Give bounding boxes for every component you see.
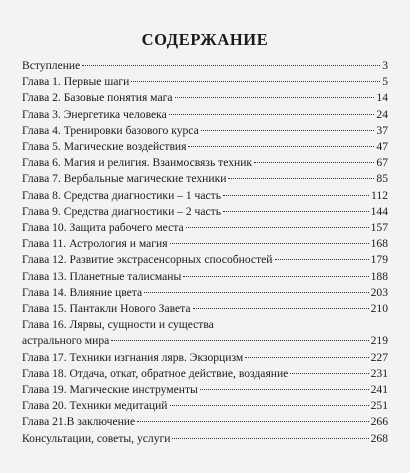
toc-entry — [22, 90, 388, 106]
toc-entry-label: Глава 17. Техники изгнания лярв. Экзорцизм — [22, 350, 244, 364]
dot-leader — [131, 81, 380, 82]
toc-entry-page: 157 — [370, 221, 388, 235]
dot-leader — [201, 130, 375, 131]
toc-entry-page: 5 — [382, 75, 388, 89]
toc-entry-page: 47 — [376, 140, 388, 154]
toc-entry-label: Консультации, советы, услуги — [22, 431, 171, 445]
toc-entry-label: Глава 3. Энергетика человека — [22, 107, 167, 121]
dot-leader — [183, 276, 368, 277]
toc-entry-label: Глава 19. Магические инструменты — [22, 383, 198, 397]
toc-entry-label: Глава 21.В заключение — [22, 415, 136, 429]
toc-entry-label: Глава 5. Магические воздействия — [22, 140, 187, 154]
toc-entry-page: 24 — [376, 107, 388, 121]
toc-entry — [22, 236, 388, 252]
toc-entry-page: 203 — [370, 285, 388, 299]
toc-entry-label: Глава 1. Первые шаги — [22, 75, 130, 89]
dot-leader — [170, 243, 369, 244]
toc-entry-page: 179 — [370, 253, 388, 267]
toc-entry — [22, 431, 388, 447]
toc-entry — [22, 414, 388, 430]
toc-entry-label: Глава 10. Защита рабочего места — [22, 221, 184, 235]
toc-entry-label: Глава 8. Средства диагностики – 1 часть — [22, 188, 222, 202]
dot-leader — [175, 97, 375, 98]
toc-entry-page: 251 — [370, 399, 388, 413]
toc-entry — [22, 382, 388, 398]
toc-entry — [22, 317, 388, 349]
toc-entry — [22, 155, 388, 171]
toc-entry-label: Вступление — [22, 59, 81, 72]
dot-leader — [111, 340, 368, 341]
toc-entry-page: 241 — [370, 383, 388, 397]
dot-leader — [144, 292, 368, 293]
dot-leader — [200, 389, 369, 390]
toc-entry-page: 85 — [376, 172, 388, 186]
toc-entry-label: Глава 20. Техники медитаций — [22, 399, 168, 413]
dot-leader — [228, 178, 374, 179]
toc-entry-page: 67 — [376, 156, 388, 170]
toc-entry — [22, 204, 388, 220]
toc-entry-page: 112 — [371, 188, 388, 202]
toc-entry — [22, 350, 388, 366]
dot-leader — [223, 211, 369, 212]
toc-entry-label-line1: Глава 16. Лярвы, сущности и существа — [22, 318, 214, 332]
toc-entry — [22, 301, 388, 317]
dot-leader — [137, 421, 368, 422]
toc-entry-label: Глава 6. Магия и религия. Взаимосвязь техник — [22, 156, 253, 170]
dot-leader — [245, 357, 368, 358]
dot-leader — [254, 162, 374, 163]
toc-entry-label: Глава 9. Средства диагностики – 2 часть — [22, 204, 222, 218]
toc-entry — [22, 107, 388, 123]
toc-entry-label: Глава 15. Пантакли Нового Завета — [22, 302, 191, 316]
toc-entry-label: Глава 11. Астрология и магия — [22, 237, 168, 251]
toc-entry-page: 210 — [370, 302, 388, 316]
toc-entry-page: 3 — [382, 59, 388, 72]
toc-entry-label: астрального мира — [22, 334, 110, 348]
toc-entry — [22, 285, 388, 301]
toc-entry-label: Глава 14. Влияние цвета — [22, 285, 143, 299]
dot-leader — [275, 259, 369, 260]
toc-entry-page: 37 — [376, 123, 388, 137]
toc-entry-label: Глава 12. Развитие экстрасенсорных способностей — [22, 253, 273, 267]
dot-leader — [82, 65, 380, 66]
toc-entry — [22, 269, 388, 285]
toc-entry-page: 231 — [370, 366, 388, 380]
table-of-contents — [22, 58, 388, 447]
dot-leader — [223, 195, 369, 196]
toc-entry-page: 14 — [376, 91, 388, 105]
dot-leader — [169, 114, 375, 115]
dot-leader — [188, 146, 374, 147]
toc-entry-page: 266 — [370, 415, 388, 429]
toc-entry-page: 168 — [370, 237, 388, 251]
toc-entry-page: 227 — [370, 350, 388, 364]
toc-entry — [22, 171, 388, 187]
toc-entry-label: Глава 18. Отдача, откат, обратное действие, воздаяние — [22, 366, 289, 380]
toc-entry-label: Глава 4. Тренировки базового курса — [22, 123, 199, 137]
dot-leader — [193, 308, 369, 309]
toc-entry — [22, 398, 388, 414]
toc-entry — [22, 252, 388, 268]
toc-entry — [22, 58, 388, 74]
toc-entry-page: 144 — [370, 204, 388, 218]
toc-entry-page: 268 — [370, 431, 388, 445]
page-title: СОДЕРЖАНИЕ — [141, 30, 269, 49]
toc-entry-label: Глава 7. Вербальные магические техники — [22, 172, 227, 186]
toc-entry — [22, 220, 388, 236]
toc-entry — [22, 74, 388, 90]
dot-leader — [186, 227, 369, 228]
toc-entry-label: Глава 13. Планетные талисманы — [22, 269, 182, 283]
toc-entry — [22, 366, 388, 382]
dot-leader — [172, 438, 368, 439]
dot-leader — [290, 373, 368, 374]
toc-entry — [22, 188, 388, 204]
toc-entry — [22, 123, 388, 139]
toc-entry — [22, 139, 388, 155]
toc-entry-label: Глава 2. Базовые понятия мага — [22, 91, 173, 105]
toc-entry-page: 188 — [370, 269, 388, 283]
dot-leader — [170, 405, 369, 406]
toc-entry-page: 219 — [370, 334, 388, 348]
